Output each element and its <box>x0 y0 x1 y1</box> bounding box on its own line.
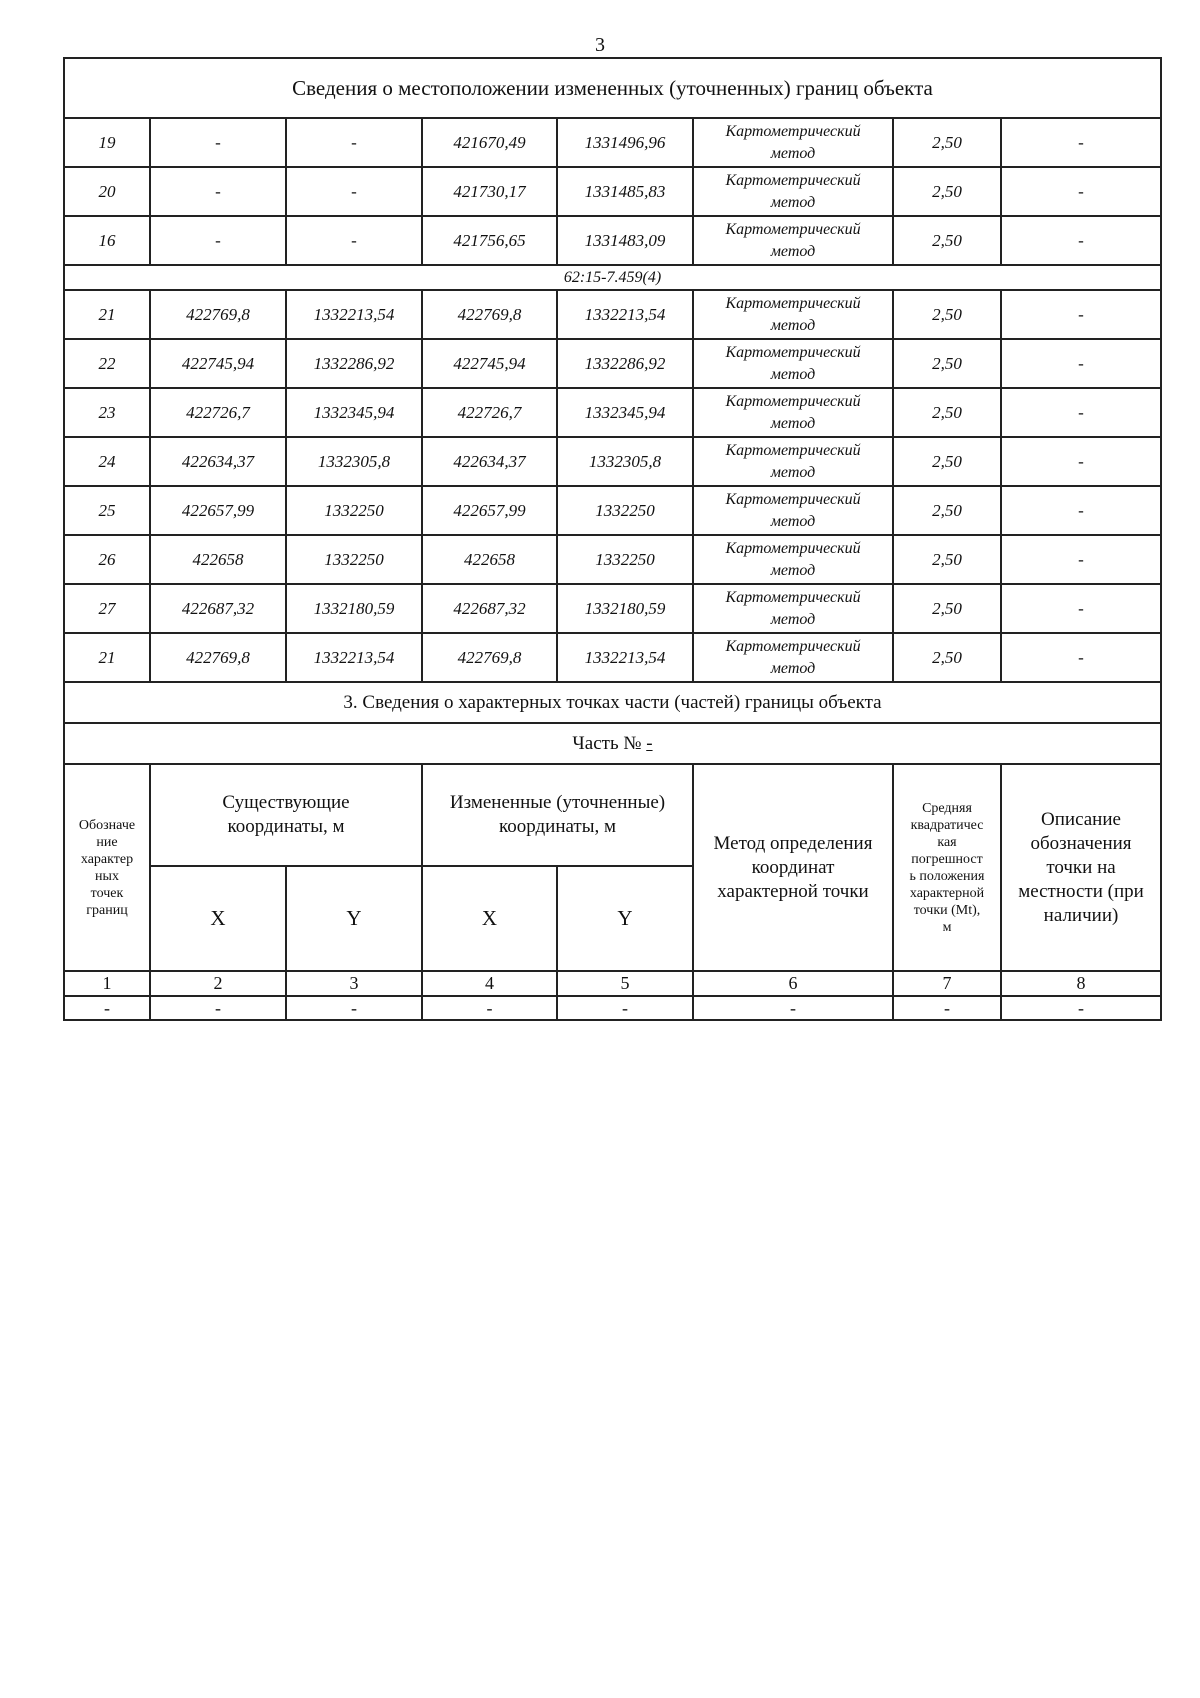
column-number: 1 <box>64 971 150 996</box>
point-number: 21 <box>64 290 150 339</box>
changed-y: 1332213,54 <box>557 290 693 339</box>
header-col1-line: характер <box>80 851 134 867</box>
boundary-table <box>63 57 1162 1021</box>
method-line-2: метод <box>770 144 816 162</box>
header-method-line: Метод определения <box>713 832 873 854</box>
empty-cell: - <box>1001 996 1161 1020</box>
header-changed-coords <box>422 764 693 866</box>
column-number: 3 <box>286 971 422 996</box>
existing-x: 422769,8 <box>150 290 286 339</box>
changed-x: 422634,37 <box>422 437 557 486</box>
point-number: 16 <box>64 216 150 265</box>
method-cell <box>693 437 893 486</box>
method-line-2: метод <box>770 561 816 579</box>
parcel-label: 62:15-7.459(4) <box>64 265 1161 290</box>
method-cell <box>693 118 893 167</box>
parcel-row <box>64 265 1161 290</box>
changed-x: 421730,17 <box>422 167 557 216</box>
description: - <box>1001 118 1161 167</box>
existing-x: - <box>150 167 286 216</box>
description: - <box>1001 290 1161 339</box>
existing-x: 422634,37 <box>150 437 286 486</box>
existing-y: 1332250 <box>286 486 422 535</box>
existing-x: 422745,94 <box>150 339 286 388</box>
existing-y: 1332250 <box>286 535 422 584</box>
part-cell <box>64 723 1161 764</box>
page-number: 3 <box>595 34 605 56</box>
header-mt-line: точки (Mt), <box>913 902 981 918</box>
method-line-2: метод <box>770 414 816 432</box>
existing-x: 422769,8 <box>150 633 286 682</box>
table-row <box>64 535 1161 584</box>
changed-x: 421756,65 <box>422 216 557 265</box>
table-row <box>64 633 1161 682</box>
existing-y: - <box>286 118 422 167</box>
point-number: 19 <box>64 118 150 167</box>
header-x: X <box>422 866 557 971</box>
changed-y: 1331496,96 <box>557 118 693 167</box>
empty-cell: - <box>557 996 693 1020</box>
header-method-line: координат <box>751 856 835 878</box>
header-desc-line: наличии) <box>1043 904 1119 926</box>
existing-x: 422687,32 <box>150 584 286 633</box>
table-row <box>64 584 1161 633</box>
method-line-1: Картометрический <box>725 539 861 557</box>
method-cell <box>693 216 893 265</box>
header-col1-line: точек <box>90 885 124 901</box>
method-cell <box>693 535 893 584</box>
description: - <box>1001 339 1161 388</box>
empty-cell: - <box>693 996 893 1020</box>
empty-cell: - <box>893 996 1001 1020</box>
empty-cell: - <box>150 996 286 1020</box>
table-row <box>64 996 1161 1020</box>
method-cell <box>693 633 893 682</box>
method-line-2: метод <box>770 365 816 383</box>
header-mt-line: квадратичес <box>910 817 984 833</box>
changed-y: 1331485,83 <box>557 167 693 216</box>
column-number: 7 <box>893 971 1001 996</box>
description: - <box>1001 437 1161 486</box>
description: - <box>1001 216 1161 265</box>
method-line-1: Картометрический <box>725 122 861 140</box>
changed-x: 422769,8 <box>422 290 557 339</box>
header-mt <box>893 764 1001 971</box>
header-description <box>1001 764 1161 971</box>
method-line-2: метод <box>770 512 816 530</box>
changed-x: 422658 <box>422 535 557 584</box>
method-cell <box>693 388 893 437</box>
section-title-row <box>64 58 1161 118</box>
method-line-1: Картометрический <box>725 588 861 606</box>
method-line-1: Картометрический <box>725 490 861 508</box>
method-line-1: Картометрический <box>725 637 861 655</box>
column-numbers-row <box>64 971 1161 996</box>
changed-x: 422726,7 <box>422 388 557 437</box>
existing-y: - <box>286 167 422 216</box>
header-mt-line: Средняя <box>922 800 972 816</box>
table-row <box>64 216 1161 265</box>
point-number: 22 <box>64 339 150 388</box>
changed-y: 1332345,94 <box>557 388 693 437</box>
mt-value: 2,50 <box>893 633 1001 682</box>
header-desc-line: обозначения <box>1030 832 1132 854</box>
mt-value: 2,50 <box>893 486 1001 535</box>
mt-value: 2,50 <box>893 290 1001 339</box>
existing-x: - <box>150 216 286 265</box>
existing-y: 1332286,92 <box>286 339 422 388</box>
method-line-2: метод <box>770 463 816 481</box>
method-line-1: Картометрический <box>725 441 861 459</box>
header-mt-line: погрешност <box>911 851 983 867</box>
mt-value: 2,50 <box>893 216 1001 265</box>
changed-y: 1332305,8 <box>557 437 693 486</box>
column-number: 2 <box>150 971 286 996</box>
header-existing-line: Существующие <box>222 792 350 813</box>
mt-value: 2,50 <box>893 118 1001 167</box>
table-row <box>64 290 1161 339</box>
table-row <box>64 118 1161 167</box>
header-existing-line: координаты, м <box>227 816 345 837</box>
header-existing-coords <box>150 764 422 866</box>
column-number: 6 <box>693 971 893 996</box>
point-number: 27 <box>64 584 150 633</box>
header-method-line: характерной точки <box>717 880 869 902</box>
description: - <box>1001 388 1161 437</box>
table-row <box>64 388 1161 437</box>
method-cell <box>693 167 893 216</box>
description: - <box>1001 584 1161 633</box>
method-cell <box>693 584 893 633</box>
header-col1-line: ние <box>96 834 118 850</box>
method-line-1: Картометрический <box>725 294 861 312</box>
changed-y: 1332286,92 <box>557 339 693 388</box>
changed-x: 421670,49 <box>422 118 557 167</box>
header-row-1 <box>64 764 1161 866</box>
header-col1-line: границ <box>86 902 128 918</box>
section-title: Сведения о местоположении измененных (уточненных) границ объекта <box>64 58 1161 118</box>
table-row <box>64 167 1161 216</box>
header-desc-line: местности (при <box>1018 880 1144 902</box>
changed-y: 1331483,09 <box>557 216 693 265</box>
header-x: X <box>150 866 286 971</box>
header-changed-line: Измененные (уточненные) <box>449 792 666 813</box>
column-number: 8 <box>1001 971 1161 996</box>
method-line-1: Картометрический <box>725 343 861 361</box>
mt-value: 2,50 <box>893 535 1001 584</box>
mt-value: 2,50 <box>893 388 1001 437</box>
changed-x: 422745,94 <box>422 339 557 388</box>
changed-x: 422687,32 <box>422 584 557 633</box>
method-line-2: метод <box>770 316 816 334</box>
method-line-2: метод <box>770 242 816 260</box>
description: - <box>1001 167 1161 216</box>
section3-row <box>64 682 1161 723</box>
description: - <box>1001 486 1161 535</box>
mt-value: 2,50 <box>893 437 1001 486</box>
table-row <box>64 437 1161 486</box>
mt-value: 2,50 <box>893 167 1001 216</box>
point-number: 21 <box>64 633 150 682</box>
description: - <box>1001 535 1161 584</box>
point-number: 23 <box>64 388 150 437</box>
header-mt-line: м <box>942 919 952 935</box>
table-body <box>64 58 1161 1020</box>
mt-value: 2,50 <box>893 339 1001 388</box>
header-method <box>693 764 893 971</box>
part-value: - <box>646 732 653 754</box>
header-mt-line: кая <box>937 834 957 850</box>
method-line-1: Картометрический <box>725 392 861 410</box>
header-y: Y <box>557 866 693 971</box>
method-line-2: метод <box>770 659 816 677</box>
point-number: 26 <box>64 535 150 584</box>
method-cell <box>693 290 893 339</box>
method-line-2: метод <box>770 193 816 211</box>
existing-y: 1332345,94 <box>286 388 422 437</box>
header-desc-line: Описание <box>1041 808 1121 830</box>
empty-cell: - <box>64 996 150 1020</box>
column-number: 5 <box>557 971 693 996</box>
header-point-designation <box>64 764 150 971</box>
method-line-1: Картометрический <box>725 220 861 238</box>
existing-y: 1332305,8 <box>286 437 422 486</box>
existing-x: 422658 <box>150 535 286 584</box>
existing-x: - <box>150 118 286 167</box>
mt-value: 2,50 <box>893 584 1001 633</box>
description: - <box>1001 633 1161 682</box>
changed-y: 1332180,59 <box>557 584 693 633</box>
column-number: 4 <box>422 971 557 996</box>
changed-y: 1332250 <box>557 486 693 535</box>
part-label: Часть № <box>572 732 642 754</box>
point-number: 20 <box>64 167 150 216</box>
header-col1-line: Обозначе <box>78 817 136 833</box>
header-changed-line: координаты, м <box>498 816 617 837</box>
existing-y: - <box>286 216 422 265</box>
method-cell <box>693 486 893 535</box>
changed-y: 1332250 <box>557 535 693 584</box>
point-number: 24 <box>64 437 150 486</box>
existing-y: 1332180,59 <box>286 584 422 633</box>
header-desc-line: точки на <box>1046 856 1116 878</box>
method-line-2: метод <box>770 610 816 628</box>
header-mt-line: характерной <box>909 885 985 901</box>
header-mt-line: ь положения <box>909 868 985 884</box>
existing-y: 1332213,54 <box>286 290 422 339</box>
part-row <box>64 723 1161 764</box>
changed-x: 422769,8 <box>422 633 557 682</box>
header-y: Y <box>286 866 422 971</box>
empty-cell: - <box>422 996 557 1020</box>
empty-cell: - <box>286 996 422 1020</box>
header-col1-line: ных <box>95 868 119 884</box>
changed-y: 1332213,54 <box>557 633 693 682</box>
changed-x: 422657,99 <box>422 486 557 535</box>
section3-title: 3. Сведения о характерных точках части (частей) границы объекта <box>64 682 1161 723</box>
table-row <box>64 486 1161 535</box>
method-line-1: Картометрический <box>725 171 861 189</box>
table-row <box>64 339 1161 388</box>
existing-x: 422657,99 <box>150 486 286 535</box>
existing-x: 422726,7 <box>150 388 286 437</box>
point-number: 25 <box>64 486 150 535</box>
existing-y: 1332213,54 <box>286 633 422 682</box>
method-cell <box>693 339 893 388</box>
